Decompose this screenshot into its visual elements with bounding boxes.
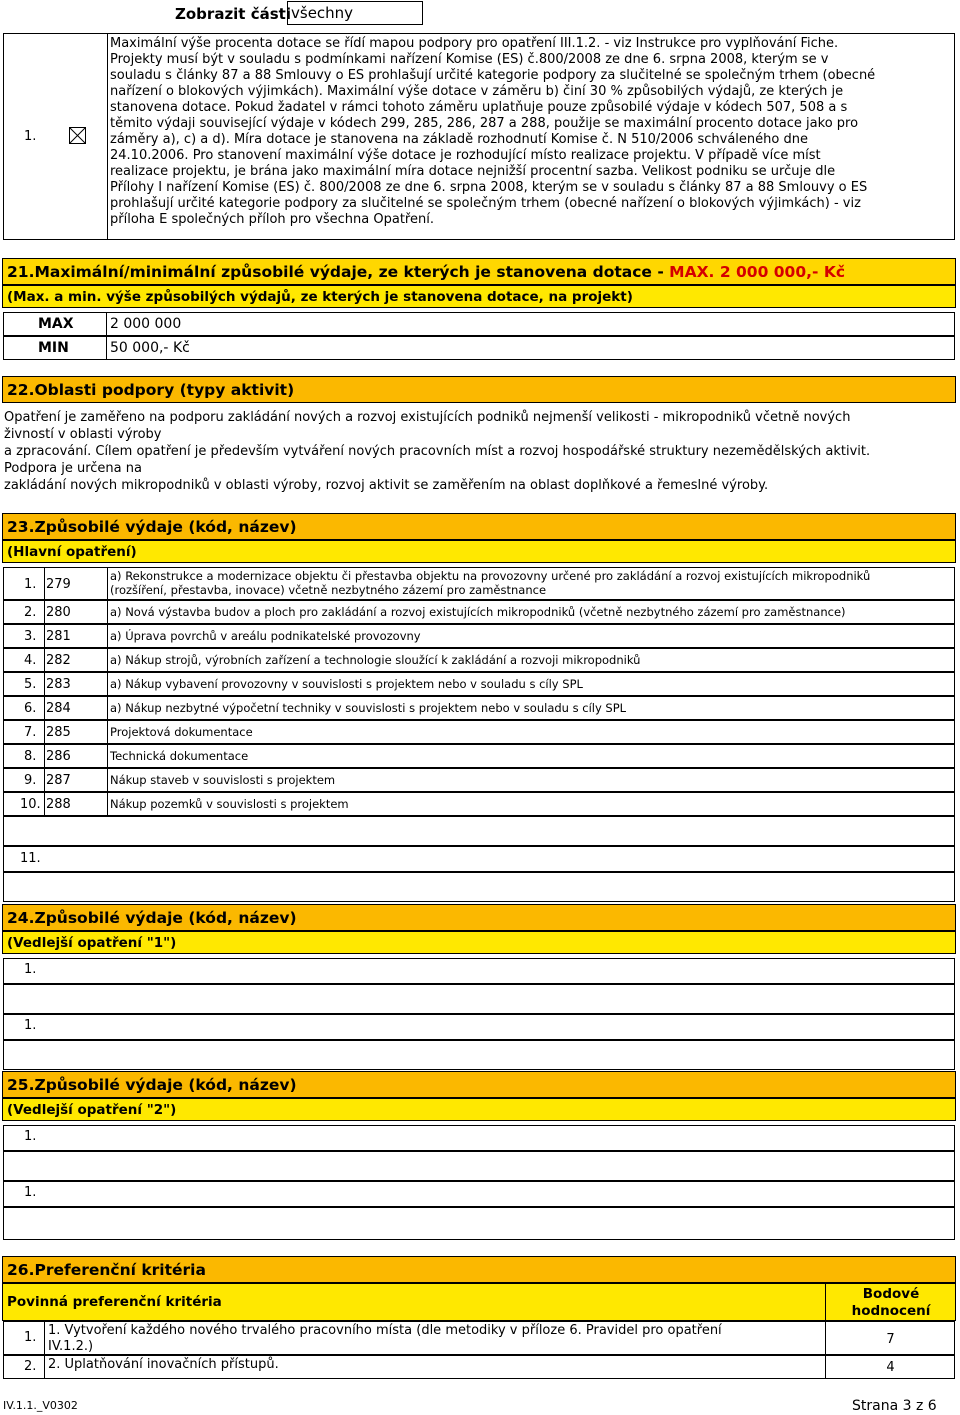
- expense-description: a) Úprava povrchů v areálu podnikatelské provozovny: [110, 629, 421, 643]
- expense-row: [3, 720, 955, 744]
- col-divider: [107, 721, 108, 743]
- col-divider: [107, 769, 108, 791]
- note-line: nařízení o blokových výjimkách). Maximální výše dotace v záměru b) činí 30 % způsobilých výdajů, ze kterých je: [110, 84, 844, 99]
- expense-code: 280: [46, 605, 71, 620]
- checkbox-checked[interactable]: [69, 127, 86, 144]
- row-number: 9.: [24, 773, 37, 788]
- blank-row: [3, 984, 955, 1014]
- expense-description: a) Nová výstavba budov a ploch pro zakládání a rozvoj existujících mikropodniků (včetně nezbytného zázemí pro zaměstnance): [110, 605, 846, 619]
- row-number: 1.: [24, 576, 37, 592]
- s24-row-2-number: 1.: [24, 1018, 37, 1033]
- expense-code: 283: [46, 677, 71, 692]
- criterion-points: 7: [886, 1332, 895, 1347]
- expense-code: 287: [46, 773, 71, 788]
- expense-code: 281: [46, 629, 71, 644]
- criterion-row: [3, 1321, 955, 1355]
- criterion-text: 2. Uplatňování inovačních přístupů.: [48, 1357, 279, 1372]
- footer-code: IV.1.1._V0302: [3, 1399, 78, 1412]
- parts-select-value: všechny: [291, 4, 354, 22]
- points-header-1: Bodové: [862, 1286, 920, 1302]
- s25-row-2-number: 1.: [24, 1185, 37, 1200]
- note-line: Přílohy I nařízení Komise (ES) č. 800/2008 ze dne 6. srpna 2008, kterým se v souladu s články 87 a 88 Smlouvy o ES: [110, 180, 868, 195]
- expense-code: 279: [46, 576, 71, 592]
- section-23-subtitle: (Hlavní opatření): [2, 540, 956, 563]
- show-parts-label: Zobrazit části: [175, 5, 291, 23]
- section-23-title: 23.Způsobilé výdaje (kód, název): [2, 513, 956, 540]
- col-divider: [44, 568, 45, 599]
- col-divider: [44, 1356, 45, 1378]
- criterion-row: [3, 1355, 955, 1379]
- parts-select[interactable]: [287, 1, 423, 25]
- section-21-title: [2, 258, 956, 285]
- expense-code: 284: [46, 701, 71, 716]
- expense-description: Projektová dokumentace: [110, 725, 253, 739]
- section-22-line: zakládání nových mikropodniků v oblasti výroby, rozvoj aktivit se zaměřením na oblast doplňkové a řemeslné výroby.: [4, 478, 769, 493]
- s25-row-1-number: 1.: [24, 1129, 37, 1144]
- min-value: 50 000,- Kč: [110, 340, 190, 356]
- max-label: MAX: [38, 316, 74, 332]
- note-line: těmito výdaji související výdaje v kódech 299, 285, 286, 287 a 288, použije se maximální procento dotace jako pro: [110, 116, 859, 131]
- note-number: 1.: [24, 129, 37, 144]
- row-11-number: 11.: [20, 851, 41, 866]
- row-number: 7.: [24, 725, 37, 740]
- s24-row-1: [3, 958, 955, 984]
- expense-row: [3, 648, 955, 672]
- col-divider: [107, 793, 108, 815]
- expense-description: a) Rekonstrukce a modernizace objektu či přestavba objektu na provozovny určené pro zakládání a rozvoj existujících mikropodniků: [110, 569, 871, 583]
- section-22-line: živností v oblasti výroby: [4, 427, 162, 442]
- expense-description: Nákup staveb v souvislosti s projektem: [110, 773, 336, 787]
- s24-row-1-number: 1.: [24, 962, 37, 977]
- note-line: prohlašují určité kategorie podpory za slučitelné se společným trhem (obecné nařízení o blokových výjimkách) - viz: [110, 196, 861, 211]
- section-22-title: 22.Oblasti podpory (typy aktivit): [2, 376, 956, 403]
- expense-description: Nákup pozemků v souvislosti s projektem: [110, 797, 349, 811]
- max-value: 2 000 000: [110, 316, 182, 332]
- note-line: souladu s články 87 a 88 Smlouvy o ES prohlašují určité kategorie podpory za slučitelné se společným trhem (obecné: [110, 68, 876, 83]
- blank-row: [3, 1151, 955, 1181]
- expense-code: 288: [46, 797, 71, 812]
- expense-code: 286: [46, 749, 71, 764]
- expense-code: 282: [46, 653, 71, 668]
- section-26-subtitle-row: [2, 1283, 956, 1321]
- expense-row: [3, 600, 955, 624]
- col-divider: [107, 601, 108, 623]
- expense-row: [3, 792, 955, 816]
- s25-row-2: [3, 1181, 955, 1207]
- criterion-text: 1. Vytvoření každého nového trvalého pracovního místa (dle metodiky v příloze 6. Pravidel pro opatření: [48, 1323, 722, 1338]
- expense-row: [3, 768, 955, 792]
- blank-row: [3, 872, 955, 902]
- section-25-subtitle: (Vedlejší opatření "2"): [2, 1098, 956, 1121]
- row-number: 3.: [24, 629, 37, 644]
- col-divider: [44, 769, 45, 791]
- note-line: záměry a), c) a d). Míra dotace je stanovena na základě rozhodnutí Komise č. N 510/2006 schváleného dne: [110, 132, 808, 147]
- col-divider: [44, 745, 45, 767]
- footer-page: Strana 3 z 6: [852, 1398, 937, 1414]
- expense-description: a) Nákup nezbytné výpočetní techniky v souvislosti s projektem nebo v souladu s cíly SPL: [110, 701, 627, 715]
- note-line: Maximální výše procenta dotace se řídí mapou podpory pro opatření III.1.2. - viz Instrukce pro vyplňování Fiche.: [110, 36, 839, 51]
- criterion-number: 1.: [24, 1330, 37, 1345]
- col-divider: [44, 625, 45, 647]
- section-26-subtitle: Povinná preferenční kritéria: [7, 1294, 222, 1310]
- col-divider: [107, 673, 108, 695]
- section-21-subtitle: (Max. a min. výše způsobilých výdajů, ze kterých je stanovena dotace, na projekt): [2, 285, 956, 308]
- col-divider: [44, 673, 45, 695]
- points-header-2: hodnocení: [851, 1303, 931, 1319]
- note-line: stanovena dotace. Pokud žadatel v rámci tohoto záměru uplatňuje pouze způsobilé výdaje v kódech 507, 508 a s: [110, 100, 848, 115]
- blank-row: [3, 1207, 955, 1240]
- col-divider: [44, 1322, 45, 1354]
- expense-description-cont: (rozšíření, přestavba, inovace) včetně nezbytného zázemí pro zaměstnance: [110, 583, 547, 597]
- criterion-number: 2.: [24, 1359, 37, 1374]
- expense-code: 285: [46, 725, 71, 740]
- section-24-title: 24.Způsobilé výdaje (kód, název): [2, 904, 956, 931]
- note-text: [110, 36, 955, 228]
- s25-row-1: [3, 1125, 955, 1151]
- section-25-title: 25.Způsobilé výdaje (kód, název): [2, 1071, 956, 1098]
- min-label: MIN: [38, 340, 69, 356]
- col-divider: [44, 721, 45, 743]
- col-divider: [44, 649, 45, 671]
- expense-row: [3, 696, 955, 720]
- expense-row: [3, 672, 955, 696]
- expense-row: [3, 744, 955, 768]
- row-11: [3, 846, 955, 872]
- blank-row: [3, 1040, 955, 1070]
- note-line: 24.10.2006. Pro stanovení maximální výše dotace je rozhodující místo realizace projektu. V případě více míst: [110, 148, 821, 163]
- blank-row: [3, 816, 955, 846]
- col-divider: [44, 697, 45, 719]
- row-number: 10.: [20, 797, 41, 812]
- col-divider: [107, 745, 108, 767]
- section-22-line: a zpracování. Cílem opatření je především vytváření nových pracovních míst a rozvoj hospodářské struktury nezemědělských aktivit.: [4, 444, 871, 459]
- note-line: příloha E společných příloh pro všechna Opatření.: [110, 212, 434, 227]
- col-divider: [44, 793, 45, 815]
- col-divider: [107, 568, 108, 599]
- section-21-title-text: 21.Maximální/minimální způsobilé výdaje, ze kterých je stanovena dotace -: [7, 263, 670, 281]
- row-number: 5.: [24, 677, 37, 692]
- note-line: realizace projektu, je brána jako maximální míra dotace nejnižší procentní sazba. Velikost podniku se určuje dle: [110, 164, 836, 179]
- note-line: Projekty musí být v souladu s podmínkami nařízení Komise (ES) č.800/2008 ze dne 6. srpna 2008, kterým se v: [110, 52, 829, 67]
- section-21-max-amount: MAX. 2 000 000,- Kč: [669, 263, 846, 281]
- criterion-text-cont: IV.1.2.): [48, 1339, 94, 1354]
- row-number: 2.: [24, 605, 37, 620]
- section-22-line: Podpora je určena na: [4, 461, 142, 476]
- section-26-title: 26.Preferenční kritéria: [2, 1256, 956, 1283]
- col-divider: [107, 649, 108, 671]
- row-number: 4.: [24, 653, 37, 668]
- expense-description: a) Nákup vybavení provozovny v souvislosti s projektem nebo v souladu s cíly SPL: [110, 677, 583, 691]
- criterion-points: 4: [886, 1360, 895, 1375]
- col-divider: [107, 697, 108, 719]
- row-number: 8.: [24, 749, 37, 764]
- expense-row: [3, 567, 955, 600]
- expense-description: Technická dokumentace: [110, 749, 249, 763]
- expense-row: [3, 624, 955, 648]
- row-number: 6.: [24, 701, 37, 716]
- section-22-line: Opatření je zaměřeno na podporu zakládání nových a rozvoj existujících podniků nejmenší velikosti - mikropodniků včetně nových: [4, 410, 851, 425]
- expense-description: a) Nákup strojů, výrobních zařízení a technologie sloužící k zakládání a rozvoji mikropodniků: [110, 653, 641, 667]
- section-24-subtitle: (Vedlejší opatření "1"): [2, 931, 956, 954]
- section-22-text: [4, 410, 954, 495]
- col-divider: [44, 601, 45, 623]
- col-divider: [107, 625, 108, 647]
- s24-row-2: [3, 1014, 955, 1040]
